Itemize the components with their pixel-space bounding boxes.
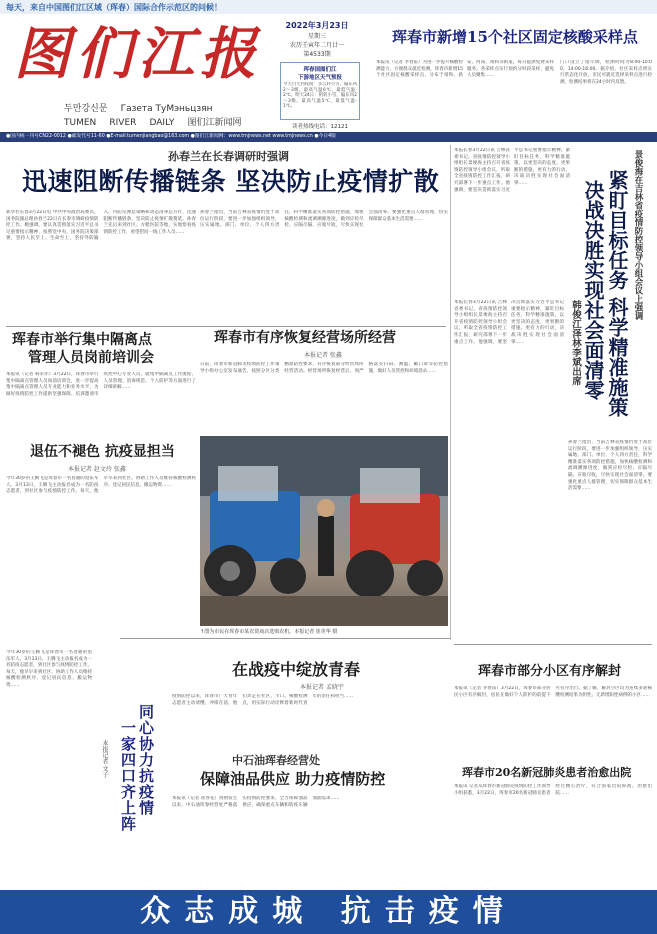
settle-title: 珲春市部分小区有序解封 [478,664,622,679]
tractor-byline: 本报记者 张鑫 [304,352,342,359]
masthead-english-3: DAILY [149,118,175,128]
youth-byline: 本报记者 孟晓宇 [300,684,344,691]
top-right-headline: 珲春市新增15个社区固定核酸采样点 [392,28,638,46]
youth-title: 在战疫中绽放青春 [232,660,361,679]
right-feature-sub: 韩俊江泽林李斌出席 [570,300,581,386]
bottom-banner-text: 众志成城 抗击疫情 [140,894,517,929]
weather-text: 今天白天到夜间：多云转小雪，偏东风2～3级，最高气温6℃，最低气温-2℃。明天24日：阴转小雪，偏东风2～3级。最高气温5℃，最低气温-1℃。 [283,82,357,110]
tractor-title: 珲春市有序恢复经营场所经营 [214,330,396,346]
right-feature-body-cont-2: 孙春兰指出，当前吉林省疫情仍处于高位运行阶段，要进一步加强组织领导，压实属地、部门、单位、个人四方责任，科学精准落实各项防控措施，加快核酸检测和流调溯源进度，做到应检尽检、应隔尽隔、应收尽收，尽快实现社会面清零。要强化重点人群管理，切实保障群众基本生活需要…… [568,440,652,492]
weather-box [280,62,360,120]
youth-body: 疫情防控以来，珲春市广大青年志愿者主动请缨、冲锋在前，他们奔走在社区、卡口、核酸检测点，用实际行动诠释着新时代青年的责任和担当…… [172,694,353,706]
divider-settle [454,644,652,645]
right-feature-headline-1: 紧盯目标任务 科学精准施策 [605,170,629,417]
right-feature-kicker: 景俊海在吉林省疫情防控领导小组会议上强调 [633,150,643,320]
top-right-body: 本报讯（记者 李春雷）为进一步提升核酸检测能力，方便群众就近检测，珲春市新增15个社区固定核酸采样点，分布于靖和、新安、河南、靖和等街道，每日提供免费采样服务。各采样点实行预约分时段采样，避免人员聚集…… [376,60,554,79]
volunteer-body: 今年30岁的王腾飞是珲春市一名普通的退伍军人。3月13日，王腾飞主动报名成为一名防疫志愿者，到社区参与疫情防控工作。每天，他早早来到社区，协助工作人员维持核酸检测秩序、登记居民信息、搬运物资…… [6,476,196,495]
main-body: 新华社长春3月22日电 中共中央政治局委员、国务院副总理孙春兰22日在长春市调研疫情防控工作。她强调，要认真贯彻落实习近平总书记重要指示精神，按照党中央、国务院决策部署，坚持人民至上、生命至上，坚持外防输入、内防反弹总策略和动态清零总方针，迅速阻断传播链条，坚决防止疫情扩散蔓延。孙春兰先后来到社区、方舱医院等地，实地察看疫情防控工作，看望慰问一线工作人员…… [6,210,196,242]
masthead-russian: Газета ТуМэньцзян [120,104,213,114]
main-headline: 迅速阻断传播链条 坚决防止疫情扩散 [22,167,440,196]
kicker: 孙春兰在长春调研时强调 [168,150,289,163]
poem-line-1: 同心协力抗疫情 [137,704,155,816]
masthead-english-2: RIVER [109,118,137,128]
left-bottom-body: 今年30岁的王腾飞是珲春市一名普通的退伍军人。3月13日，王腾飞主动报名成为一名防疫志愿者，到社区参与疫情防控工作。每天，他早早来到社区，协助工作人员维持核酸检测秩序、登记居民信息、搬运物资…… [6,650,92,688]
hotline: 读者热线电话：12121 [292,124,348,130]
masthead-english-1: TUMEN [64,118,97,128]
issue-weekday: 星期三 [307,33,326,40]
divider-training [6,326,446,327]
poem-box [96,700,168,880]
cure-body: 本报讯 记者从珲春市新冠肺炎疫情防控工作领导小组获悉，3月22日，珲春市20名新冠肺炎患者经过精心治疗，符合国家出院标准，治愈出院…… [454,784,652,796]
poem-line-2: 一家四口齐上阵 [119,720,137,832]
training-body: 本报讯（记者 韩永赤）3月22日，珲春市举行集中隔离点管理人员岗前培训会，进一步提高集中隔离点管理人员专业能力和业务水平，为做好疫情防控工作提供坚强保障。培训邀请市疾控中心专业人员，就集中隔离点工作流程、人员管理、消毒规范、个人防护等方面进行了详细讲解…… [6,372,196,397]
volunteer-title: 退伍不褪色 抗疫显担当 [30,444,175,460]
right-feature-body: 本报长春3月22日讯 吉林省委书记、省疫情防控领导小组组长景俊海主持召开省疫情防控领导小组会议，听取全省疫情防控工作汇报，研究部署下一步重点工作。他强调，要坚决贯彻落实习近平总书记重要指示精神，紧盯目标任务，科学精准施策，以更坚决的态度、更果断的措施、更有力的行动，决战决胜实现社会面清零…… [454,148,570,193]
oil-body: 本报讯（记者 崔春花）疫情发生以来，中石油珲春经营处严格落实疫情防控要求，全力保障油品供应，确保重点车辆和防疫车辆加油需求…… [172,796,340,808]
right-feature-body-cont: 本报长春3月22日讯 吉林省委书记、省疫情防控领导小组组长景俊海主持召开省疫情防控领导小组会议，听取全省疫情防控工作汇报，研究部署下一步重点工作。他强调，要坚决贯彻落实习近平总书记重要指示精神，紧盯目标任务，科学精准施策，以更坚决的态度、更果断的措施、更有力的行动，决战决胜实现社会面清零…… [454,300,564,345]
top-right-body-2: 门口设立了指示牌，检测时间为8:00-10:00，14:00-16:00。据介绍，社区采样点将实行常态化开放，市民可就近选择采样点进行检测，检测结果将在24小时内反馈。 [560,60,652,85]
weather-title: 珲春国图们江 [303,67,337,73]
settle-body: 本报讯（记者 李春雷）3月22日，珲春市部分居民小区有序解封，居民在做好个人防护的前提下可有序出行。据了解，解封小区均为连续多轮核酸检测结果为阴性、无新增阳性病例的小区…… [454,686,652,698]
cure-title: 珲春市20名新冠肺炎患者治愈出院 [462,766,632,779]
date-box [262,20,372,58]
training-title-2: 管理人员岗前培训会 [28,350,154,366]
column-divider [450,145,451,640]
tractor-body: 日前，珲春市新冠肺炎疫情防控工作领导小组办公室发布通告，按照分区分类精准防控要求，有序恢复部分经营场所经营活动。经营场所恢复经营后，须严格落实扫码、测温、戴口罩等防控措施，做好人员管控和环境消杀…… [200,362,448,374]
info-bar: ●国内统一刊号CN22-0012 ●邮发代号11-60 ●E-mail:tumenjiangbao@163.com ●图们江新闻网：www.tmjnews.net www.tmjnews.cn ●今日4版 [0,132,657,142]
weather-subtitle: 下游地区天气预报 [297,75,342,81]
tractor-illustration [200,436,448,626]
tractor-caption: ↑图为市民在珲春市某农资商店选购农机。本报记者 崔英华 摄 [200,629,338,635]
main-body-2: 孙春兰指出，当前吉林省疫情仍处于高位运行阶段，要进一步加强组织领导，压实属地、部门、单位、个人四方责任，科学精准落实各项防控措施，加快核酸检测和流调溯源进度，做到应检尽检、应隔尽隔、应收尽收，尽快实现社会面清零。要强化重点人群管理，切实保障群众基本生活需要…… [200,210,448,229]
bottom-banner [0,890,657,934]
masthead-english [64,110,242,129]
divider-youth [120,638,450,639]
tractor-photo [200,436,448,626]
oil-kicker: 中石油珲春经营处 [232,754,320,767]
issue-lunar: 农历壬寅年二月廿一 [289,42,344,49]
issue-number: 第4533期 [303,51,331,58]
volunteer-byline: 本报记者 赵文玲 张鑫 [68,466,126,473]
right-feature-headline-2: 决战决胜实现社会面清零 [581,180,605,400]
slogan-text: 每天，来自中国图们江区域（珲春）国际合作示范区的问候！ [6,3,222,12]
training-title-1: 珲春市举行集中隔离点 [12,332,152,348]
masthead-edition: 图们江新闻网 [187,118,242,128]
issue-date: 2022年3月23日 [285,21,349,30]
masthead-korean: 두만강신문 [64,104,108,114]
poem-byline: 本报记者 文子 [101,740,108,778]
masthead-title: 图们江报 [14,21,262,87]
oil-title: 保障油品供应 助力疫情防控 [200,770,386,788]
